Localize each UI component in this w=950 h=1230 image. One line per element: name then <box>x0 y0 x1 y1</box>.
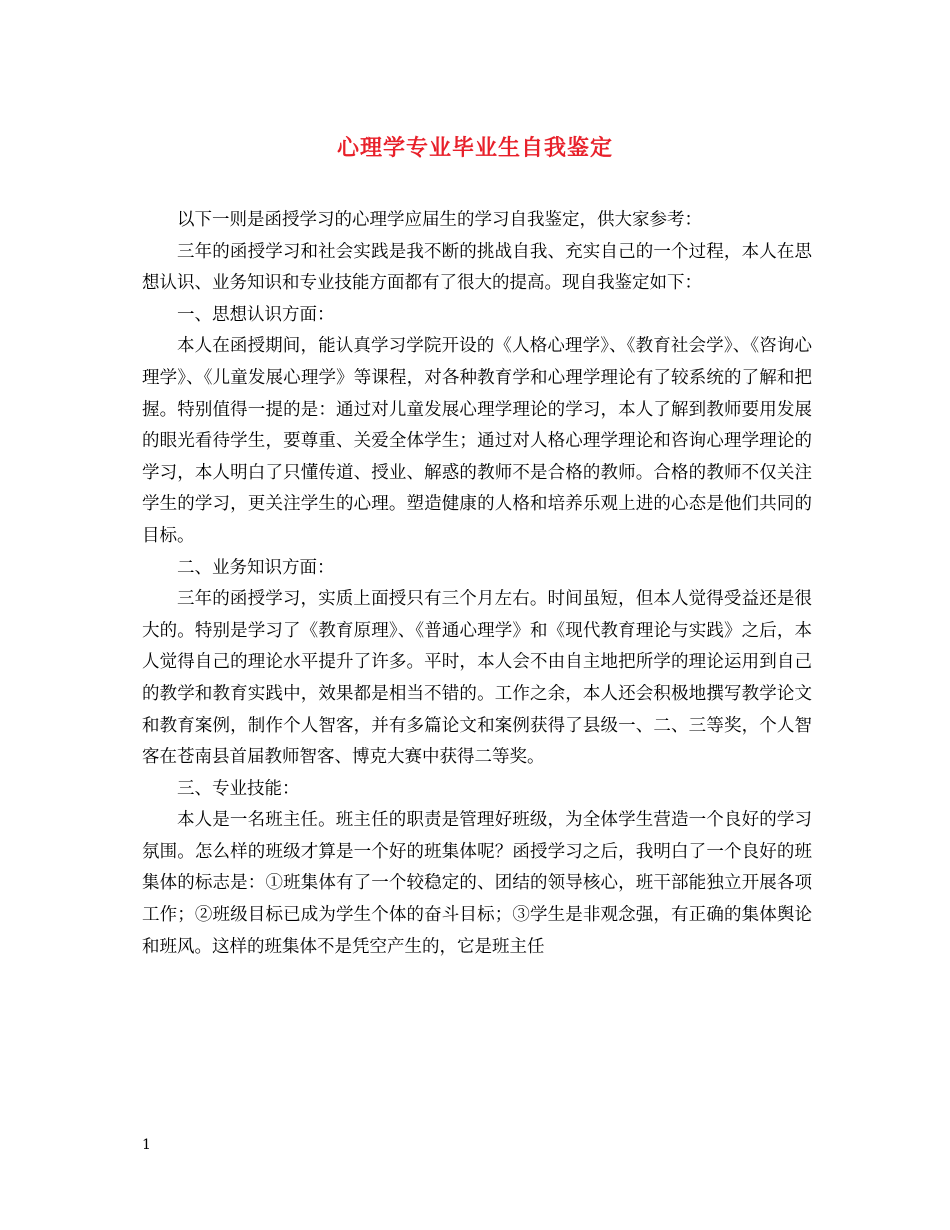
overview-paragraph: 三年的函授学习和社会实践是我不断的挑战自我、充实自己的一个过程，本人在思想认识、业务知识和专业技能方面都有了很大的提高。现自我鉴定如下： <box>142 241 812 294</box>
skills-paragraph: 本人是一名班主任。班主任的职责是管理好班级，为全体学生营造一个良好的学习氛围。怎么样的班级才算是一个好的班集体呢？函授学习之后，我明白了一个良好的班集体的标志是：①班集体有了一个较稳定的、团结的领导核心，班干部能独立开展各项工作；②班级目标已成为学生个体的奋斗目标；③学生是非观念强，有正确的集体舆论和班风。这样的班集体不是凭空产生的，它是班主任 <box>142 810 812 957</box>
section-heading-skills: 三、专业技能： <box>177 778 300 799</box>
document-body <box>142 205 812 963</box>
intro-paragraph: 以下一则是函授学习的心理学应届生的学习自我鉴定，供大家参考： <box>177 210 702 230</box>
section-heading-knowledge: 二、业务知识方面： <box>177 557 335 578</box>
section-heading-thought: 一、思想认识方面： <box>177 304 335 325</box>
thought-paragraph: 本人在函授期间，能认真学习学院开设的《人格心理学》、《教育社会学》、《咨询心理学》、《儿童发展心理学》等课程，对各种教育学和心理学理论有了较系统的了解和把握。特别值得一提的是：通过对儿童发展心理学理论的学习，本人了解到教师要用发展的眼光看待学生，要尊重、关爱全体学生；通过对人格心理学理论和咨询心理学理论的学习，本人明白了只懂传道、授业、解惑的教师不是合格的教师。合格的教师不仅关注学生的学习，更关注学生的心理。塑造健康的人格和培养乐观上进的心态是他们共同的目标。 <box>142 336 812 546</box>
document-title: 心理学专业毕业生自我鉴定 <box>336 135 613 161</box>
knowledge-paragraph: 三年的函授学习，实质上面授只有三个月左右。时间虽短，但本人觉得受益还是很大的。特别是学习了《教育原理》、《普通心理学》和《现代教育理论与实践》之后，本人觉得自己的理论水平提升了许多。平时，本人会不由自主地把所学的理论运用到自己的教学和教育实践中，效果都是相当不错的。工作之余，本人还会积极地撰写教学论文和教育案例，制作个人智客，并有多篇论文和案例获得了县级一、二、三等奖，个人智客在苍南县首届教师智客、博克大赛中获得二等奖。 <box>142 589 812 768</box>
page-number: 1 <box>142 1137 151 1153</box>
